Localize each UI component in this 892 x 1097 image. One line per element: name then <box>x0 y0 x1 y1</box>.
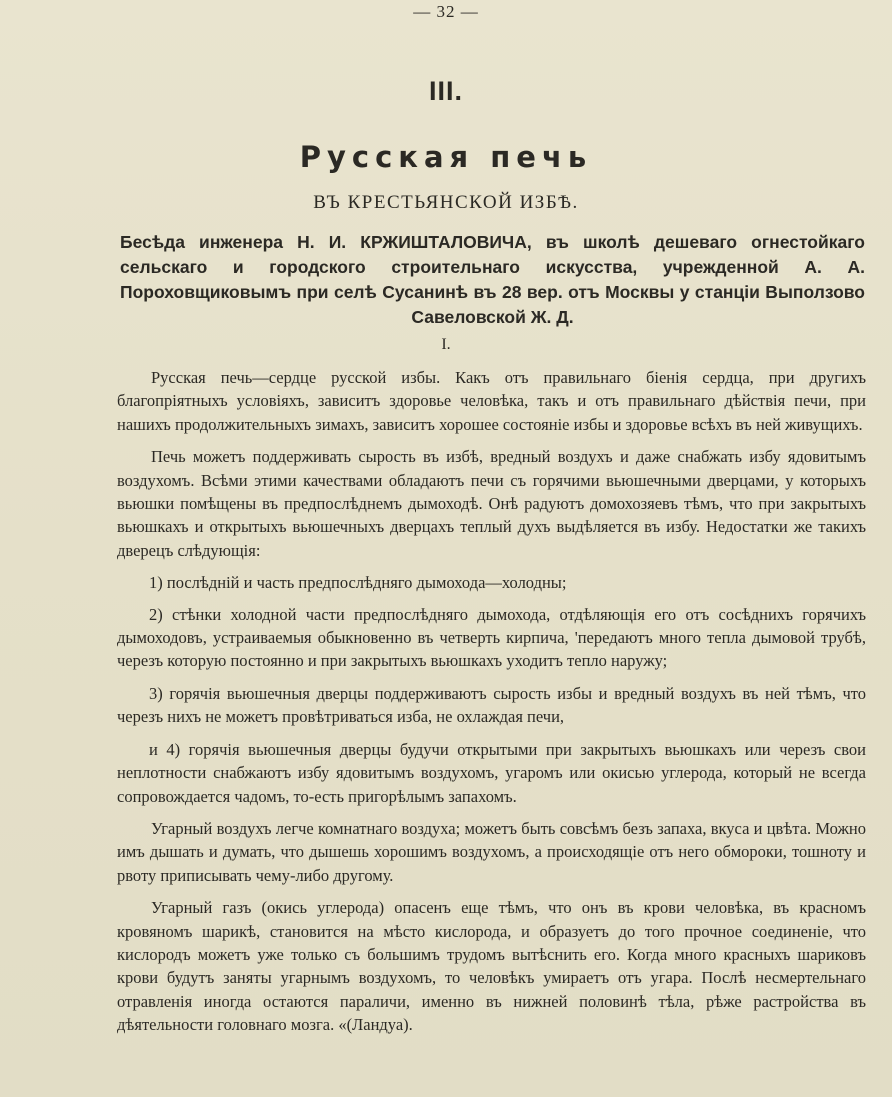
list-item-2: 2) стѣнки холодной части предпослѣдняго дымохода, отдѣляющія его отъ сосѣднихъ горячихъ дымоходовъ, устраиваемыя обыкновенно въ четверть кирпича, 'передаютъ много тепла дымовой трубѣ, черезъ которую постоянно и при закрытыхъ вьюшкахъ уходитъ тепло наружу; <box>117 604 866 671</box>
paragraph-defects: Печь можетъ поддерживать сырость въ избѣ, вредный воздухъ и даже снабжать избу ядовитымъ воздухомъ. Всѣми этими качествами обладаютъ печи съ горячими вьюшечными дверцами, у которыхъ вьюшки помѣщены въ предпослѣднемъ дымоходѣ. Онѣ радуютъ домохозяевъ тѣмъ, что при закрытыхъ вьюшкахъ и открытыхъ вьюшечныхъ дверцахъ теплый духъ выдѣляется въ избу. Недостатки же такихъ дверецъ слѣдующія: <box>117 447 866 560</box>
list-item-3: 3) горячія вьюшечныя дверцы поддерживаютъ сырость избы и вредный воздухъ въ ней тѣмъ, что черезъ нихъ не можетъ провѣтриваться изба, не охлаждая печи, <box>117 683 866 727</box>
list-item-4: и 4) горячія вьюшечныя дверцы будучи открытыми при закрытыхъ вьюшкахъ или черезъ свои неплотности снабжаютъ избу ядовитымъ воздухомъ, угаромъ или окисью углерода, который не всегда сопровождается чадомъ, то-есть пригорѣлымъ запахомъ. <box>117 739 866 806</box>
page-subtitle: ВЪ КРЕСТЬЯНСКОЙ ИЗБѢ. <box>313 192 579 213</box>
lecture-header: Бесѣда инженера Н. И. КРЖИШТАЛОВИЧА, въ школѣ дешеваго огнестойкаго сельскаго и городского строительнаго искусства, учрежденной А. А. Пороховщиковымъ при селѣ Сусанинѣ въ 28 вер. отъ Москвы у станціи Выползово Савеловской Ж. Д. <box>120 232 865 327</box>
paragraph-carbon-monoxide-air: Угарный воздухъ легче комнатнаго воздуха; можетъ быть совсѣмъ безъ запаха, вкуса и цвѣта. Можно имъ дышать и думать, что дышешь хорошимъ воздухомъ, а происходящіе отъ него обмороки, тошноту и рвоту приписывать чему-либо другому. <box>117 818 866 885</box>
page-title: Русская печь <box>299 140 593 174</box>
body-text <box>117 366 866 1046</box>
list-item-1: 1) послѣдній и часть предпослѣдняго дымохода—холодны; <box>149 573 567 593</box>
paragraph-intro: Русская печь—сердце русской избы. Какъ отъ правильнаго біенія сердца, при другихъ благопріятныхъ условіяхъ, зависитъ здоровье человѣка, такъ и отъ правильнаго дѣйствія печи, при нашихъ продолжительныхъ зимахъ, зависитъ хорошее состояніе избы и здоровье всѣхъ въ ней живущихъ. <box>117 368 866 434</box>
page-number: — 32 — <box>413 2 479 21</box>
section-number: I. <box>441 336 451 353</box>
paragraph-carbon-monoxide-gas: Угарный газъ (окись углерода) опасенъ еще тѣмъ, что онъ въ крови человѣка, въ красномъ кровяномъ шарикѣ, становится на мѣсто кислорода, и образуетъ до того прочное соединеніе, что кислородъ можетъ уже только съ большимъ трудомъ вытѣснить его. Когда много красныхъ шариковъ крови будутъ заняты угарнымъ воздухомъ, то человѣкъ умираетъ отъ угара. Послѣ несмертельнаго отравленія иногда остаются параличи, именно въ нижней половинѣ тѣла, рѣже растройства въ дѣятельности головнаго мозга. «(Ландуа). <box>117 898 866 1035</box>
chapter-number: III. <box>428 76 463 106</box>
